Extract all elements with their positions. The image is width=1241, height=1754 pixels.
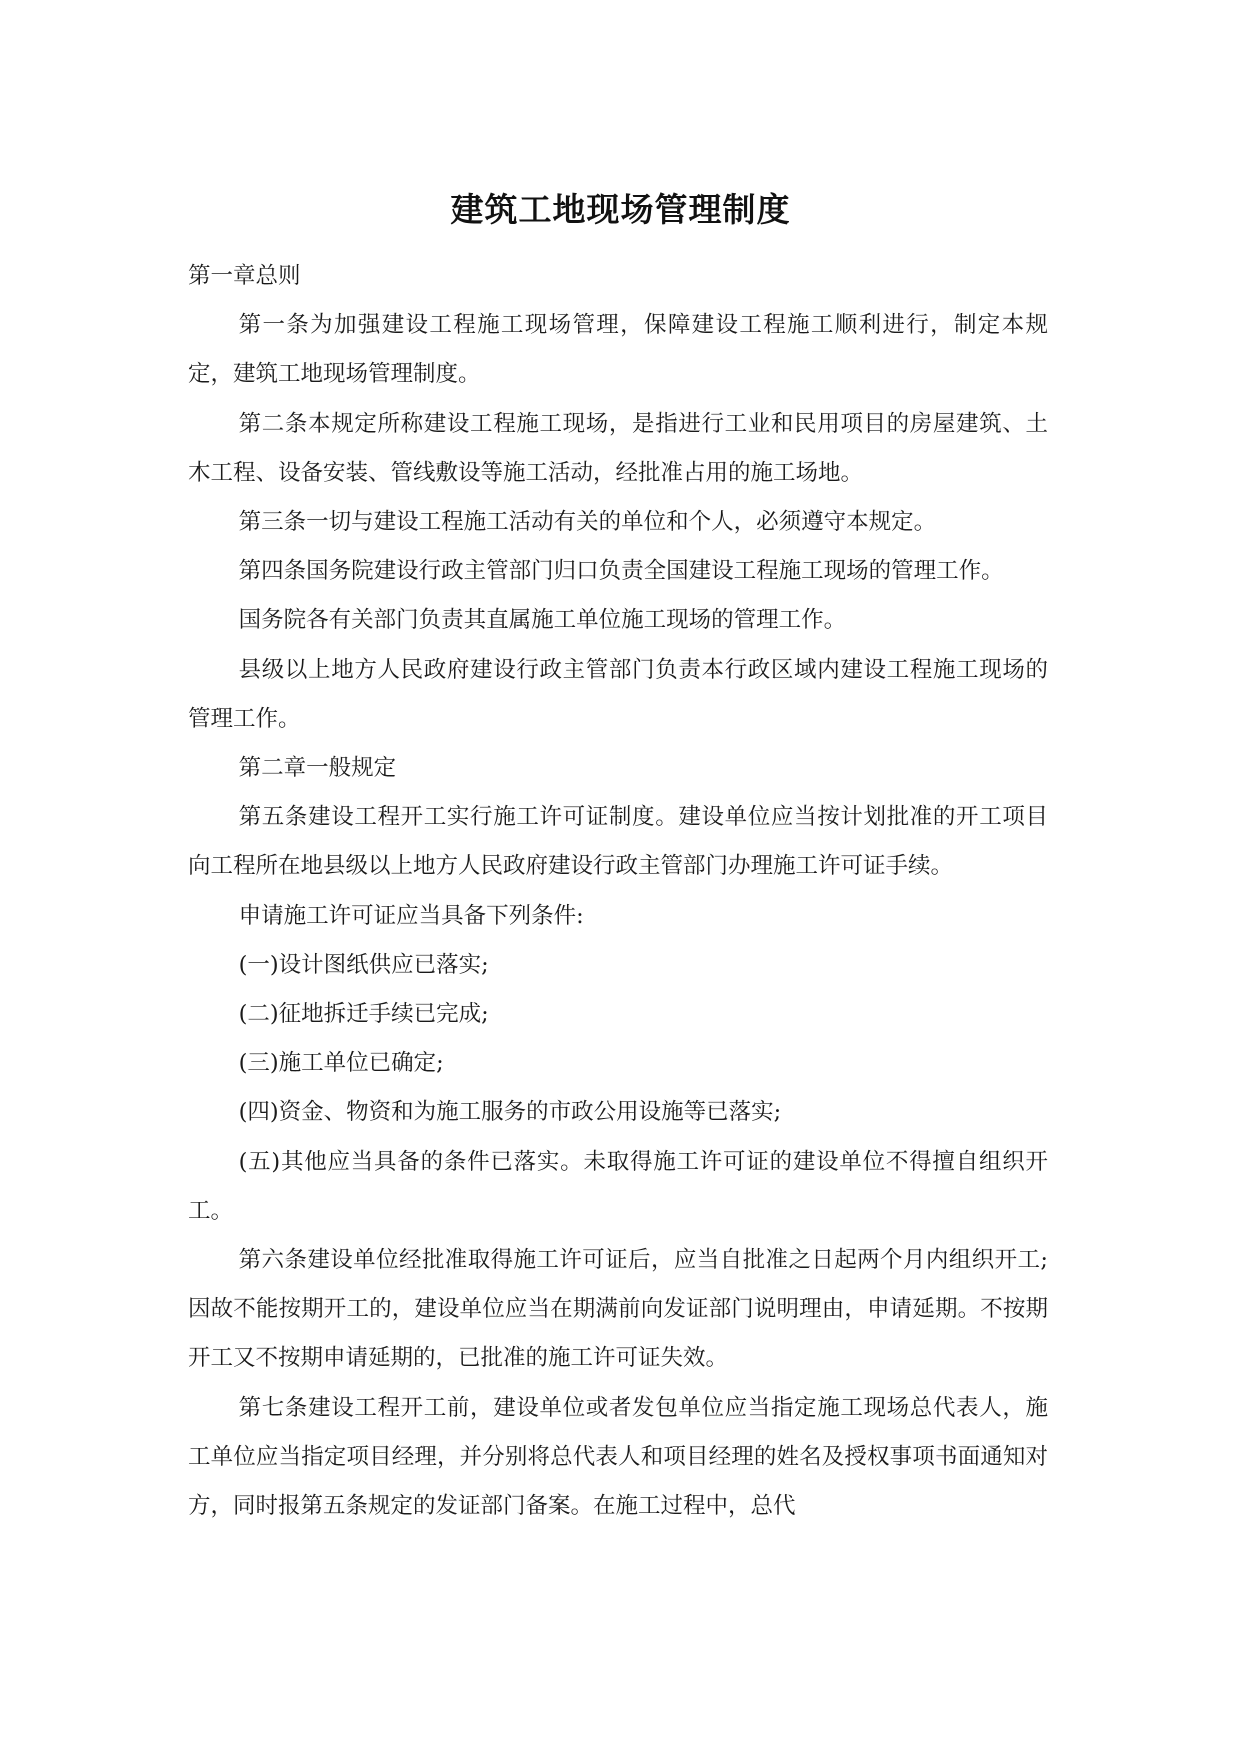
document-paragraph: 第二条本规定所称建设工程施工现场，是指进行工业和民用项目的房屋建筑、土木工程、设备安装、管线敷设等施工活动，经批准占用的施工场地。	[188, 410, 1048, 486]
document-paragraph: (三)施工单位已确定;	[238, 1050, 444, 1077]
document-paragraph: 第一章总则	[188, 263, 301, 289]
document-paragraph: 第一条为加强建设工程施工现场管理，保障建设工程施工顺利进行，制定本规定，建筑工地现场管理制度。	[188, 312, 1048, 388]
document-paragraph: (二)征地拆迁手续已完成;	[238, 1001, 489, 1028]
document-paragraph: 申请施工许可证应当具备下列条件:	[238, 902, 584, 929]
document-title: 建筑工地现场管理制度	[450, 190, 791, 229]
document-paragraph: 第七条建设工程开工前，建设单位或者发包单位应当指定施工现场总代表人，施工单位应当指定项目经理，并分别将总代表人和项目经理的姓名及授权事项书面通知对方，同时报第五条规定的发证部门备案。在施工过程中，总代	[188, 1394, 1048, 1520]
document-paragraph: (一)设计图纸供应已落实;	[238, 951, 489, 978]
document-paragraph: 第二章一般规定	[238, 755, 397, 782]
document-paragraph: (五)其他应当具备的条件已落实。未取得施工许可证的建设单位不得擅自组织开工。	[188, 1148, 1048, 1224]
document-paragraph: 第五条建设工程开工实行施工许可证制度。建设单位应当按计划批准的开工项目向工程所在地县级以上地方人民政府建设行政主管部门办理施工许可证手续。	[188, 804, 1048, 880]
document-paragraph: 县级以上地方人民政府建设行政主管部门负责本行政区域内建设工程施工现场的管理工作。	[188, 656, 1048, 732]
document-body	[188, 252, 1048, 1531]
document-paragraph: 第六条建设单位经批准取得施工许可证后，应当自批准之日起两个月内组织开工;因故不能按期开工的，建设单位应当在期满前向发证部门说明理由，申请延期。不按期开工又不按期申请延期的，已批准的施工许可证失效。	[188, 1247, 1048, 1372]
document-paragraph: 第三条一切与建设工程施工活动有关的单位和个人，必须遵守本规定。	[238, 509, 937, 536]
document-paragraph: 国务院各有关部门负责其直属施工单位施工现场的管理工作。	[238, 607, 847, 634]
document-paragraph: (四)资金、物资和为施工服务的市政公用设施等已落实;	[238, 1099, 782, 1126]
document-paragraph: 第四条国务院建设行政主管部门归口负责全国建设工程施工现场的管理工作。	[238, 558, 1004, 585]
